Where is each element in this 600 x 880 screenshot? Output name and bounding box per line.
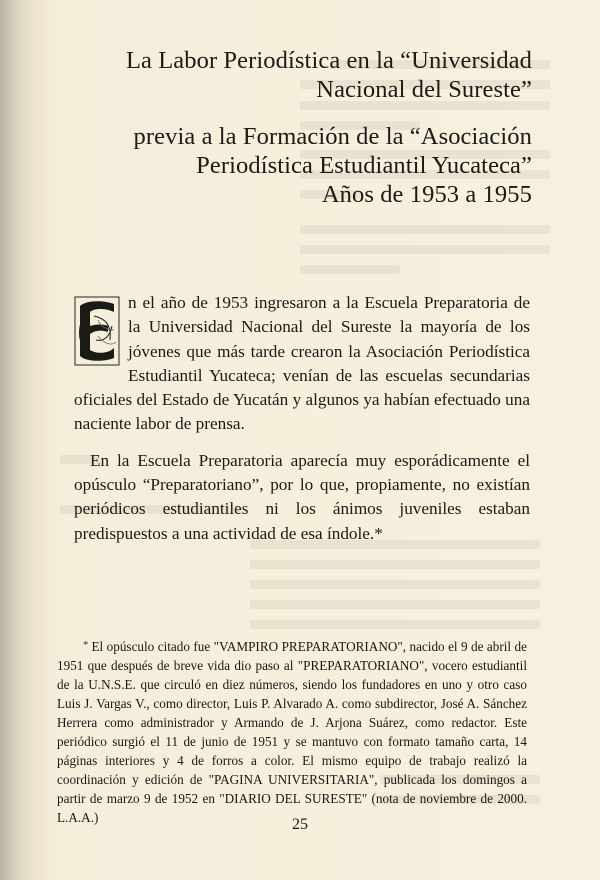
page-number: 25 xyxy=(292,816,308,833)
subtitle-line: Periodística Estudiantil Yucateca” xyxy=(196,152,532,179)
paragraph-text: n el año de 1953 ingresaron a la Escuela Preparatoria de la Universidad Nacional del Sureste la mayoría de los jóvenes que más tarde crearon la Asociación Periodística Estudiantil Yucateca; venían de las escuelas secundarias oficiales del Estado de Yucatán y algunos ya habían efectuado una naciente labor de prensa. xyxy=(74,293,530,434)
subtitle-line: previa a la Formación de la “Asociación xyxy=(133,123,532,150)
years-line: Años de 1953 a 1955 xyxy=(321,181,532,208)
title-line: Nacional del Sureste” xyxy=(316,76,532,103)
paragraph-2: En la Escuela Preparatoria aparecía muy esporádicamente el opúsculo “Preparatoriano”, por lo que, propiamente, no existían periódicos estudiantiles ni los ánimos juveniles estaban predispuestos a una actividad de esa índole.* xyxy=(74,450,530,543)
footnote-marker: * xyxy=(83,639,89,651)
footnote xyxy=(57,636,527,827)
paragraph-1 xyxy=(74,291,530,437)
footnote-text: El opúsculo citado fue "VAMPIRO PREPARATORIANO", nacido el 9 de abril de 1951 que después de breve vida dio paso al "PREPARATORIANO", vocero estudiantil de la U.N.S.E. que circuló en diez números, siendo los fundadores en uno y otro caso Luis J. Vargas V., como director, Luis P. Alvarado A. como subdirector, José A. Sánchez Herrera como administrador y Armando de J. Arjona Suárez, como redactor. Este periódico surgió el 11 de junio de 1951 y se mantuvo con formato tamaño carta, 14 páginas interiores y 4 de forros a color. El mismo equipo de trabajo realizó la coordinación y edición de "PAGINA UNIVERSITARIA", publicada los domingos a partir de marzo 9 de 1952 en "DIARIO DEL SURESTE" (nota de noviembre de 2000. L.A.A.) xyxy=(57,639,527,825)
ornamental-drop-cap-icon xyxy=(74,296,120,366)
body-text xyxy=(74,291,530,546)
chapter-title xyxy=(62,46,532,209)
title-line: La Labor Periodística en la “Universidad xyxy=(125,47,532,74)
